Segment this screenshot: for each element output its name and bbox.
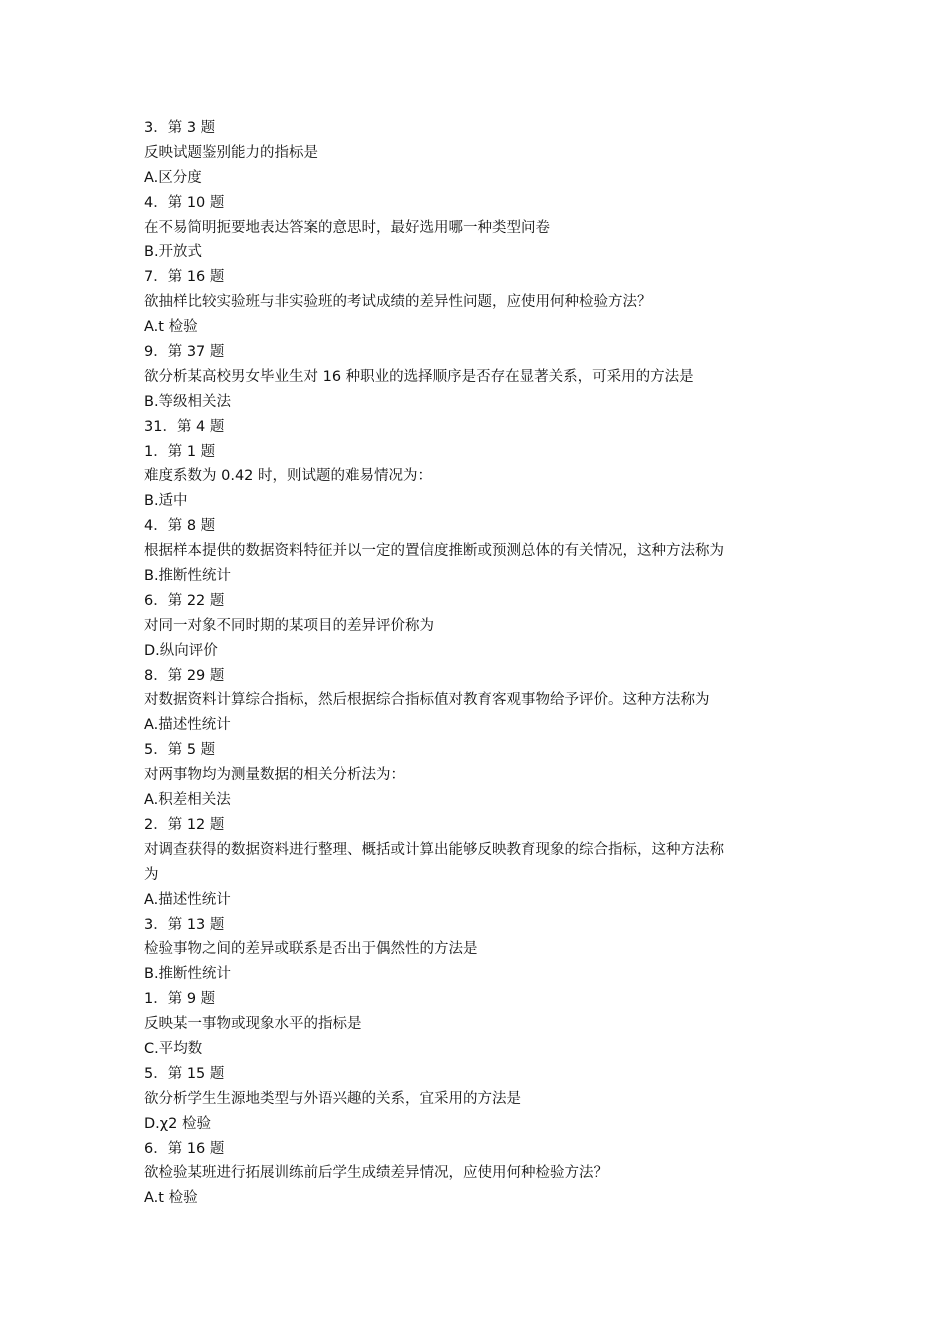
- text-line: B.等级相关法: [144, 393, 232, 410]
- text-line: 5．第 5 题: [144, 742, 216, 759]
- text-line: 欲抽样比较实验班与非实验班的考试成绩的差异性问题，应使用何种检验方法？: [144, 294, 652, 311]
- text-line: 对同一对象不同时期的某项目的差异评价称为: [144, 617, 434, 634]
- text-line: 欲分析某高校男女毕业生对 16 种职业的选择顺序是否存在显著关系，可采用的方法是: [144, 368, 694, 385]
- text-line: D.χ2 检验: [144, 1115, 211, 1132]
- document-body: [144, 116, 810, 1211]
- text-line: B.开放式: [144, 244, 203, 261]
- text-line: 为: [144, 866, 159, 883]
- text-line: A.描述性统计: [144, 717, 231, 734]
- text-line: D.纵向评价: [144, 642, 218, 659]
- text-line: 在不易简明扼要地表达答案的意思时，最好选用哪一种类型问卷: [144, 219, 550, 236]
- text-line: 7．第 16 题: [144, 269, 225, 286]
- text-line: 2．第 12 题: [144, 816, 225, 833]
- text-line: 5．第 15 题: [144, 1065, 225, 1082]
- text-line: B.推断性统计: [144, 568, 232, 585]
- text-line: 3．第 3 题: [144, 120, 216, 136]
- text-line: B.适中: [144, 493, 188, 510]
- text-line: 1．第 9 题: [144, 991, 216, 1008]
- text-line: 1．第 1 题: [144, 443, 216, 460]
- text-line: 6．第 16 题: [144, 1140, 225, 1157]
- text-line: 6．第 22 题: [144, 592, 225, 609]
- text-line: 反映某一事物或现象水平的指标是: [144, 1016, 362, 1033]
- text-line: 欲检验某班进行拓展训练前后学生成绩差异情况，应使用何种检验方法？: [144, 1165, 608, 1182]
- text-line: 检验事物之间的差异或联系是否出于偶然性的方法是: [144, 941, 478, 958]
- text-line: A.t 检验: [144, 1190, 198, 1207]
- text-line: 对数据资料计算综合指标，然后根据综合指标值对教育客观事物给予评价。这种方法称为: [144, 692, 710, 709]
- text-line: 欲分析学生生源地类型与外语兴趣的关系，宜采用的方法是: [144, 1090, 521, 1107]
- text-line: 9．第 37 题: [144, 344, 225, 361]
- text-line: 对调查获得的数据资料进行整理、概括或计算出能够反映教育现象的综合指标，这种方法称: [144, 841, 724, 858]
- text-line: 31．第 4 题: [144, 418, 225, 435]
- text-line: 对两事物均为测量数据的相关分析法为：: [144, 767, 405, 784]
- text-line: 4．第 10 题: [144, 194, 225, 211]
- text-line: 反映试题鉴别能力的指标是: [144, 144, 318, 161]
- text-line: 8．第 29 题: [144, 667, 225, 684]
- text-line: C.平均数: [144, 1040, 203, 1057]
- text-line: 3．第 13 题: [144, 916, 225, 933]
- text-line: B.推断性统计: [144, 966, 232, 983]
- text-line: A.描述性统计: [144, 891, 231, 908]
- text-line: 难度系数为 0.42 时，则试题的难易情况为：: [144, 468, 433, 485]
- text-line: 4．第 8 题: [144, 518, 216, 535]
- text-line: A.t 检验: [144, 319, 198, 336]
- text-line: A.积差相关法: [144, 792, 231, 809]
- text-line: 根据样本提供的数据资料特征并以一定的置信度推断或预测总体的有关情况，这种方法称为: [144, 543, 724, 560]
- text-line: A.区分度: [144, 169, 202, 186]
